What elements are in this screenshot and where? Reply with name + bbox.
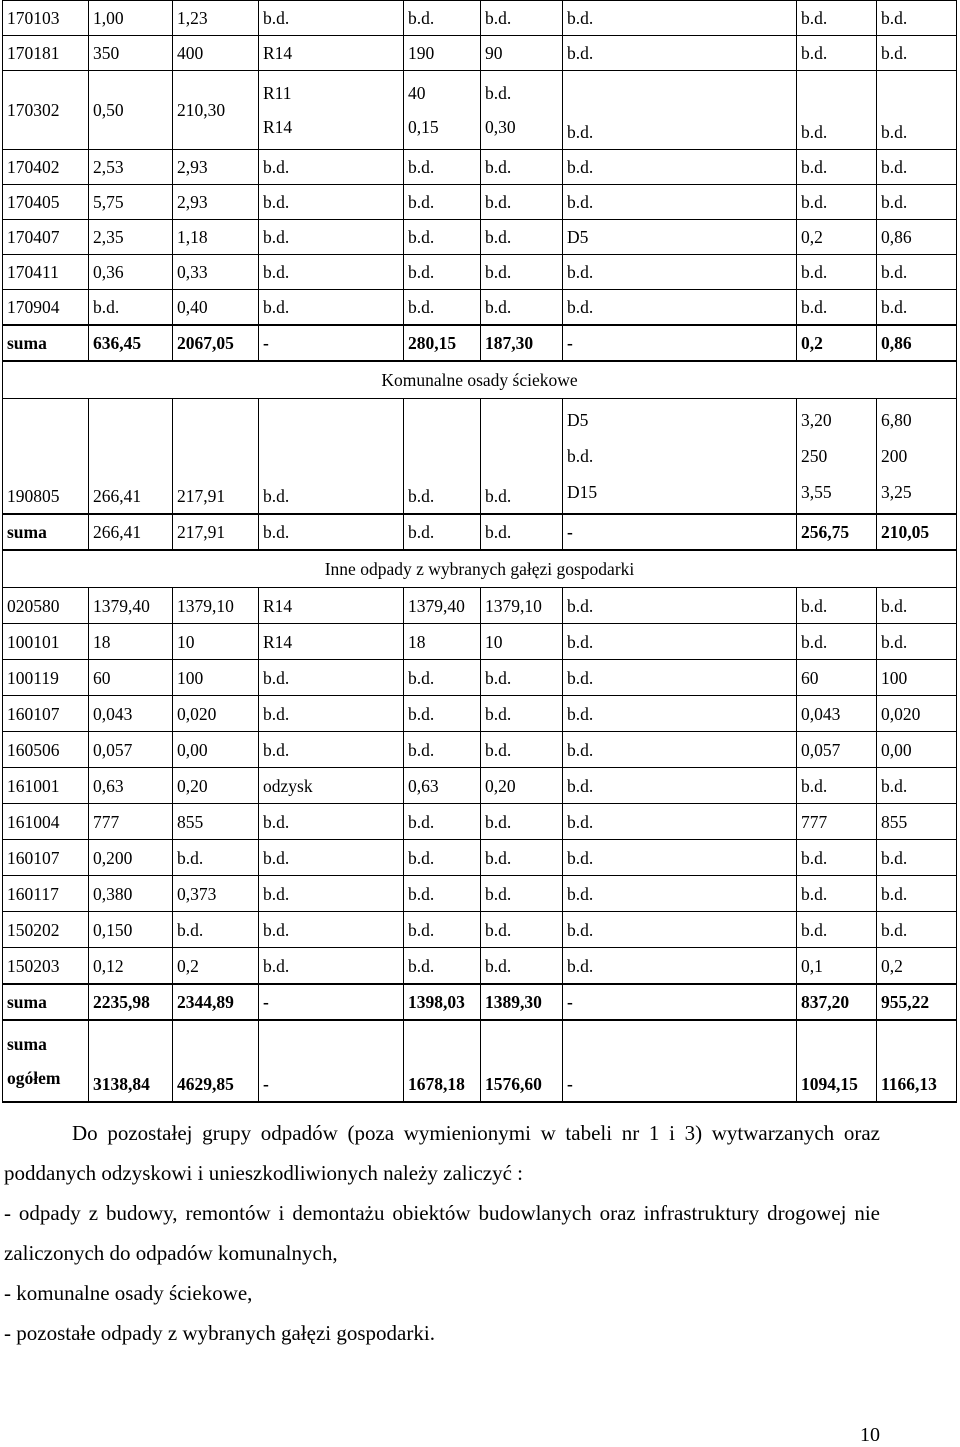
table-cell: 0,150 — [89, 912, 173, 948]
table-cell: b.d. — [404, 732, 481, 768]
table-cell: b.d. — [259, 150, 404, 185]
table-cell: 0,36 — [89, 255, 173, 290]
table-cell: 1379,40 — [89, 588, 173, 624]
table-cell: b.d. — [797, 876, 877, 912]
table-cell: b.d. — [404, 840, 481, 876]
table-cell: 400 — [173, 36, 259, 71]
sum-label-cell: suma — [3, 325, 89, 361]
table-cell: 1379,40 — [404, 588, 481, 624]
table-cell: 217,91 — [173, 399, 259, 515]
table-cell: 2,93 — [173, 185, 259, 220]
table-cell: b.d. — [259, 220, 404, 255]
table-cell: b.d. — [259, 840, 404, 876]
stacked-value: b.d. — [485, 83, 512, 103]
table-cell: 855 — [877, 804, 957, 840]
table-cell: b.d. — [563, 290, 797, 326]
table-cell: 0,2 — [877, 948, 957, 985]
table-cell: b.d. — [563, 840, 797, 876]
table-cell: b.d. — [481, 150, 563, 185]
table-cell: 0,057 — [89, 732, 173, 768]
table-cell: b.d. — [173, 912, 259, 948]
waste-code-cell: 100101 — [3, 624, 89, 660]
table-cell: - — [563, 514, 797, 550]
table-row — [3, 624, 957, 660]
table-cell: b.d. — [563, 876, 797, 912]
stacked-value: R14 — [263, 117, 293, 137]
sum-label-cell: suma — [3, 514, 89, 550]
waste-code-cell: 170103 — [3, 1, 89, 36]
paragraph-intro: Do pozostałej grupy odpadów (poza wymienionymi w tabeli nr 1 i 3) wytwarzanych oraz poddanych odzyskowi i unieszkodliwionych należy zaliczyć : — [4, 1121, 880, 1185]
table-cell: b.d. — [259, 399, 404, 515]
table-row — [3, 840, 957, 876]
table-cell: 187,30 — [481, 325, 563, 361]
waste-table — [2, 0, 957, 1103]
table-cell: 18 — [404, 624, 481, 660]
waste-table-body — [3, 1, 957, 1103]
table-cell: b.d. — [797, 840, 877, 876]
table-cell: b.d. — [259, 185, 404, 220]
sum-label-cell: suma — [3, 984, 89, 1020]
table-cell: 0,2 — [797, 220, 877, 255]
table-row — [3, 876, 957, 912]
waste-code-cell: 170411 — [3, 255, 89, 290]
table-cell: b.d. — [259, 660, 404, 696]
table-cell: b.d. — [563, 948, 797, 985]
table-cell: 2,53 — [89, 150, 173, 185]
table-cell: 0,1 — [797, 948, 877, 985]
table-cell: - — [259, 984, 404, 1020]
table-cell: b.d. — [481, 220, 563, 255]
total-row — [3, 1020, 957, 1102]
stacked-value: D15 — [567, 482, 598, 502]
table-row — [3, 290, 957, 326]
table-cell: b.d. — [481, 660, 563, 696]
table-cell: b.d. — [259, 290, 404, 326]
table-cell: 100 — [877, 660, 957, 696]
table-cell: b.d. — [563, 150, 797, 185]
waste-code-cell: 170405 — [3, 185, 89, 220]
table-cell: 210,30 — [173, 71, 259, 150]
table-cell: 0,2 — [173, 948, 259, 985]
table-cell: - — [563, 984, 797, 1020]
table-cell: b.d. — [259, 804, 404, 840]
table-cell: 100 — [173, 660, 259, 696]
table-cell: b.d. — [404, 150, 481, 185]
table-cell: 0,380 — [89, 876, 173, 912]
table-cell: 955,22 — [877, 984, 957, 1020]
table-cell: b.d. — [563, 912, 797, 948]
table-cell: 1,00 — [89, 1, 173, 36]
table-cell: 777 — [797, 804, 877, 840]
table-cell: b.d. — [563, 768, 797, 804]
table-cell: b.d. — [797, 768, 877, 804]
table-row — [3, 912, 957, 948]
table-cell: 350 — [89, 36, 173, 71]
waste-code-cell: 150203 — [3, 948, 89, 985]
table-cell: b.d. — [797, 1, 877, 36]
table-cell: b.d. — [563, 185, 797, 220]
table-cell: b.d. — [563, 732, 797, 768]
table-cell: 266,41 — [89, 399, 173, 515]
table-cell: 0,40 — [173, 290, 259, 326]
table-cell: b.d. — [404, 696, 481, 732]
waste-code-cell: 020580 — [3, 588, 89, 624]
stacked-value: b.d. — [567, 446, 594, 466]
table-cell: b.d. — [481, 876, 563, 912]
stacked-value: 3,55 — [801, 482, 832, 502]
section-header-row — [3, 361, 957, 399]
table-cell: b.d. — [259, 1, 404, 36]
table-cell: odzysk — [259, 768, 404, 804]
table-cell: 0,50 — [89, 71, 173, 150]
stacked-value: 250 — [801, 446, 828, 466]
stacked-value: 200 — [881, 446, 908, 466]
table-cell: 10 — [481, 624, 563, 660]
stacked-value: 0,15 — [408, 117, 439, 137]
table-cell: b.d. — [563, 588, 797, 624]
waste-code-cell: 170904 — [3, 290, 89, 326]
table-cell: b.d. — [404, 1, 481, 36]
table-cell: 2,93 — [173, 150, 259, 185]
table-cell: 777 — [89, 804, 173, 840]
table-cell: b.d. — [404, 399, 481, 515]
table-cell: 1678,18 — [404, 1020, 481, 1102]
table-cell: b.d. — [259, 876, 404, 912]
table-cell: 3138,84 — [89, 1020, 173, 1102]
waste-code-cell: 160107 — [3, 840, 89, 876]
table-cell: 190 — [404, 36, 481, 71]
stacked-value: 3,20 — [801, 410, 832, 430]
table-cell: b.d. — [563, 71, 797, 150]
table-cell: b.d. — [797, 912, 877, 948]
table-cell: 0,86 — [877, 220, 957, 255]
table-cell: 0,043 — [797, 696, 877, 732]
table-row — [3, 185, 957, 220]
waste-code-cell: 170181 — [3, 36, 89, 71]
table-row — [3, 255, 957, 290]
table-cell: 0,33 — [173, 255, 259, 290]
table-cell: b.d. — [173, 840, 259, 876]
table-cell: b.d. — [877, 71, 957, 150]
table-cell: 2,35 — [89, 220, 173, 255]
table-cell: 1379,10 — [481, 588, 563, 624]
table-cell: b.d. — [481, 696, 563, 732]
table-cell: b.d. — [563, 804, 797, 840]
table-cell: b.d. — [797, 71, 877, 150]
table-row — [3, 768, 957, 804]
table-cell: b.d. — [259, 732, 404, 768]
waste-code-cell: 160117 — [3, 876, 89, 912]
table-cell: b.d. — [797, 150, 877, 185]
table-cell: b.d. — [563, 36, 797, 71]
table-cell: 1379,10 — [173, 588, 259, 624]
table-cell — [797, 399, 877, 515]
table-row — [3, 948, 957, 985]
table-cell: 1166,13 — [877, 1020, 957, 1102]
table-cell: b.d. — [481, 514, 563, 550]
table-cell: b.d. — [404, 290, 481, 326]
table-cell: 266,41 — [89, 514, 173, 550]
waste-code-cell: 100119 — [3, 660, 89, 696]
table-cell: 0,373 — [173, 876, 259, 912]
table-row — [3, 696, 957, 732]
table-cell: b.d. — [877, 185, 957, 220]
table-row — [3, 150, 957, 185]
table-cell: 2235,98 — [89, 984, 173, 1020]
table-cell: 1389,30 — [481, 984, 563, 1020]
table-cell: 0,2 — [797, 325, 877, 361]
section-title-other: Inne odpady z wybranych gałęzi gospodarki — [3, 550, 957, 588]
table-cell: b.d. — [89, 290, 173, 326]
paragraph-item-construction: - odpady z budowy, remontów i demontażu obiektów budowlanych oraz infrastruktury drogowej nie zaliczonych do odpadów komunalnych, — [4, 1201, 880, 1265]
table-cell: b.d. — [877, 840, 957, 876]
table-cell: b.d. — [877, 876, 957, 912]
table-cell: b.d. — [404, 514, 481, 550]
table-cell: 280,15 — [404, 325, 481, 361]
body-text — [4, 1113, 880, 1353]
table-cell: 0,86 — [877, 325, 957, 361]
stacked-value: 6,80 — [881, 410, 912, 430]
table-cell: 1576,60 — [481, 1020, 563, 1102]
table-cell: 60 — [89, 660, 173, 696]
table-cell: b.d. — [877, 768, 957, 804]
waste-table-container — [2, 0, 956, 1103]
table-cell — [877, 399, 957, 515]
table-cell: 1,18 — [173, 220, 259, 255]
table-cell: b.d. — [563, 660, 797, 696]
total-label-cell — [3, 1020, 89, 1102]
table-cell: b.d. — [877, 36, 957, 71]
table-cell: 0,020 — [173, 696, 259, 732]
table-cell: b.d. — [481, 912, 563, 948]
table-cell: 0,20 — [481, 768, 563, 804]
table-cell: b.d. — [797, 185, 877, 220]
page-number: 10 — [860, 1424, 880, 1446]
table-cell: b.d. — [877, 1, 957, 36]
table-cell — [563, 399, 797, 515]
table-cell: b.d. — [481, 255, 563, 290]
table-row — [3, 660, 957, 696]
table-cell: b.d. — [877, 290, 957, 326]
table-cell: b.d. — [481, 185, 563, 220]
table-cell: b.d. — [404, 804, 481, 840]
table-cell: R14 — [259, 36, 404, 71]
table-cell: b.d. — [797, 624, 877, 660]
table-cell: - — [259, 325, 404, 361]
waste-code-cell: 161001 — [3, 768, 89, 804]
table-cell: R14 — [259, 624, 404, 660]
table-cell: - — [259, 1020, 404, 1102]
table-row — [3, 732, 957, 768]
table-cell: 0,043 — [89, 696, 173, 732]
table-cell — [259, 71, 404, 150]
table-cell: 855 — [173, 804, 259, 840]
table-cell: b.d. — [563, 696, 797, 732]
table-cell: b.d. — [404, 255, 481, 290]
paragraph-item-other: - pozostałe odpady z wybranych gałęzi gospodarki. — [4, 1321, 435, 1345]
table-cell: 636,45 — [89, 325, 173, 361]
table-cell: b.d. — [877, 624, 957, 660]
table-cell: 18 — [89, 624, 173, 660]
table-cell: b.d. — [797, 290, 877, 326]
table-cell: b.d. — [404, 948, 481, 985]
table-cell: 0,057 — [797, 732, 877, 768]
stacked-value: R11 — [263, 83, 292, 103]
table-cell: b.d. — [404, 660, 481, 696]
table-cell: b.d. — [877, 912, 957, 948]
table-cell: 60 — [797, 660, 877, 696]
table-cell: 0,63 — [89, 768, 173, 804]
table-cell: b.d. — [404, 185, 481, 220]
table-cell: b.d. — [481, 840, 563, 876]
table-cell: b.d. — [259, 255, 404, 290]
table-cell: b.d. — [404, 912, 481, 948]
table-cell: b.d. — [481, 399, 563, 515]
table-cell: 1,23 — [173, 1, 259, 36]
waste-code-cell: 150202 — [3, 912, 89, 948]
waste-code-cell: 170407 — [3, 220, 89, 255]
table-cell: 1398,03 — [404, 984, 481, 1020]
table-cell: b.d. — [481, 290, 563, 326]
table-cell: D5 — [563, 220, 797, 255]
table-cell: b.d. — [877, 588, 957, 624]
table-cell: b.d. — [563, 1, 797, 36]
table-cell: 2344,89 — [173, 984, 259, 1020]
stacked-value: 0,30 — [485, 117, 516, 137]
section-title-sludge: Komunalne osady ściekowe — [3, 361, 957, 399]
table-cell: - — [563, 1020, 797, 1102]
table-cell: b.d. — [259, 514, 404, 550]
waste-code-cell: 190805 — [3, 399, 89, 515]
table-cell: 1094,15 — [797, 1020, 877, 1102]
table-cell: b.d. — [259, 948, 404, 985]
table-cell: b.d. — [797, 588, 877, 624]
table-row — [3, 588, 957, 624]
waste-code-cell: 160107 — [3, 696, 89, 732]
total-label-line: suma — [7, 1034, 47, 1054]
table-cell: b.d. — [481, 1, 563, 36]
table-cell: 256,75 — [797, 514, 877, 550]
table-row — [3, 399, 957, 515]
table-cell: 0,12 — [89, 948, 173, 985]
table-cell: b.d. — [797, 255, 877, 290]
table-cell: b.d. — [404, 220, 481, 255]
table-cell: 837,20 — [797, 984, 877, 1020]
stacked-value: D5 — [567, 410, 589, 430]
table-cell — [481, 71, 563, 150]
table-cell: b.d. — [481, 948, 563, 985]
table-cell: R14 — [259, 588, 404, 624]
table-cell: 0,200 — [89, 840, 173, 876]
table-cell: 10 — [173, 624, 259, 660]
table-cell: 0,00 — [877, 732, 957, 768]
waste-code-cell: 170402 — [3, 150, 89, 185]
total-label-line: ogółem — [7, 1068, 61, 1088]
waste-code-cell: 160506 — [3, 732, 89, 768]
table-cell: b.d. — [259, 912, 404, 948]
table-cell: 0,20 — [173, 768, 259, 804]
sum-row — [3, 514, 957, 550]
sum-row — [3, 984, 957, 1020]
table-cell: - — [563, 325, 797, 361]
table-cell: b.d. — [259, 696, 404, 732]
paragraph-item-sludge: - komunalne osady ściekowe, — [4, 1281, 253, 1305]
table-cell: 0,63 — [404, 768, 481, 804]
table-cell: 2067,05 — [173, 325, 259, 361]
section-header-row — [3, 550, 957, 588]
table-cell: b.d. — [877, 255, 957, 290]
sum-row — [3, 325, 957, 361]
table-row — [3, 1, 957, 36]
table-cell: 210,05 — [877, 514, 957, 550]
table-row — [3, 220, 957, 255]
table-cell: 0,00 — [173, 732, 259, 768]
table-cell: 5,75 — [89, 185, 173, 220]
table-cell: 90 — [481, 36, 563, 71]
table-cell — [404, 71, 481, 150]
table-cell: b.d. — [481, 732, 563, 768]
table-cell: b.d. — [797, 36, 877, 71]
table-cell: b.d. — [563, 255, 797, 290]
table-cell: 4629,85 — [173, 1020, 259, 1102]
table-row — [3, 804, 957, 840]
table-row — [3, 71, 957, 150]
stacked-value: 40 — [408, 83, 426, 103]
table-cell: 217,91 — [173, 514, 259, 550]
table-cell: b.d. — [563, 624, 797, 660]
table-cell: b.d. — [877, 150, 957, 185]
waste-code-cell: 161004 — [3, 804, 89, 840]
waste-code-cell: 170302 — [3, 71, 89, 150]
table-cell: 0,020 — [877, 696, 957, 732]
table-cell: b.d. — [481, 804, 563, 840]
table-cell: b.d. — [404, 876, 481, 912]
table-row — [3, 36, 957, 71]
stacked-value: 3,25 — [881, 482, 912, 502]
